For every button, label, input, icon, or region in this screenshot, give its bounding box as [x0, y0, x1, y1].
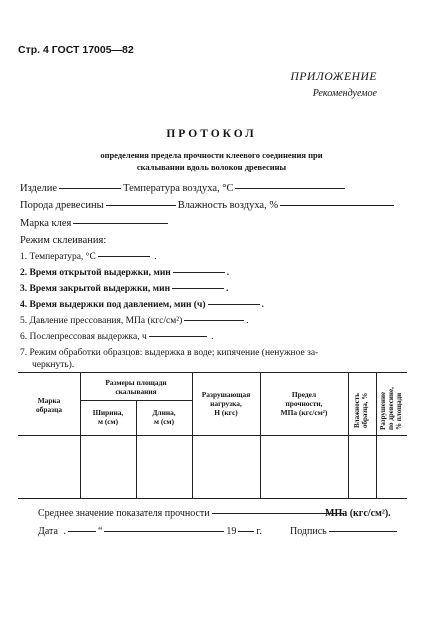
results-table [18, 372, 407, 499]
item-7: 7. Режим обработки образцов: выдержка в воде; кипячение (ненужное за- [20, 348, 319, 358]
appendix-title: ПРИЛОЖЕНИЕ [290, 71, 377, 83]
col-mark-header: Марка образца [35, 396, 63, 414]
protocol-title: ПРОТОКОЛ [166, 128, 257, 140]
average-label: Среднее значение показателя прочности [38, 508, 210, 519]
item-1[interactable]: 1. Температура, °С . [20, 252, 157, 262]
humidity-label: Влажность воздуха, % [177, 200, 279, 211]
item-6[interactable]: 6. Послепрессовая выдержка, ч . [20, 332, 214, 342]
average-unit: МПа (кгс/см²). [325, 508, 391, 519]
glue-field[interactable] [20, 218, 170, 229]
appendix-note: Рекомендуемое [312, 88, 377, 99]
col-length-header: Длина, м (см) [152, 408, 176, 426]
item-4[interactable]: 4. Время выдержки под давлением, мин (ч) . [20, 300, 264, 310]
col-moisture-header: Влажность образца, % [353, 392, 369, 428]
table-col-line [348, 372, 349, 499]
col-width-header: Ширина, м (см) [92, 408, 124, 426]
signature-field[interactable] [290, 526, 399, 537]
col-destruction-header: Разрушение по древесине, % площади [379, 387, 403, 430]
subtitle-line-2: скалывании вдоль волокон древесины [136, 162, 287, 172]
col-load-header: Разрушающая нагрузка, Н (кгс) [201, 390, 251, 417]
mode-label: Режим склеивания: [20, 235, 107, 246]
glue-label: Марка клея [20, 218, 72, 229]
item-5[interactable]: 5. Давление прессования, МПа (кгс/см²) . [20, 316, 249, 326]
air-temp-label: Температура воздуха, °С [123, 183, 234, 194]
average-field[interactable] [38, 508, 346, 519]
signature-label: Подпись [290, 526, 327, 537]
wood-label: Порода древесины [20, 200, 104, 211]
wood-field[interactable] [20, 200, 396, 211]
page-header: Стр. 4 ГОСТ 17005—82 [18, 44, 134, 56]
year-label: 19 [226, 526, 237, 537]
item-7-cont: черкнуть). [32, 360, 75, 370]
subtitle-line-1: определения предела прочности клеевого соединения при [100, 150, 323, 160]
date-label: Дата [38, 526, 58, 537]
col-strength-header: Предел прочности, МПа (кгс/см²) [280, 390, 328, 417]
product-field[interactable] [20, 183, 347, 194]
year-suffix: г. [256, 526, 262, 537]
item-2[interactable]: 2. Время открытой выдержки, мин . [20, 268, 230, 278]
table-col-line [376, 372, 377, 499]
product-label: Изделие [20, 183, 58, 194]
item-3[interactable]: 3. Время закрытой выдержки, мин . [20, 284, 229, 294]
col-area-header: Размеры площади скалывания [105, 378, 167, 396]
date-field[interactable]: Дата . “ 19 г. [38, 526, 262, 537]
